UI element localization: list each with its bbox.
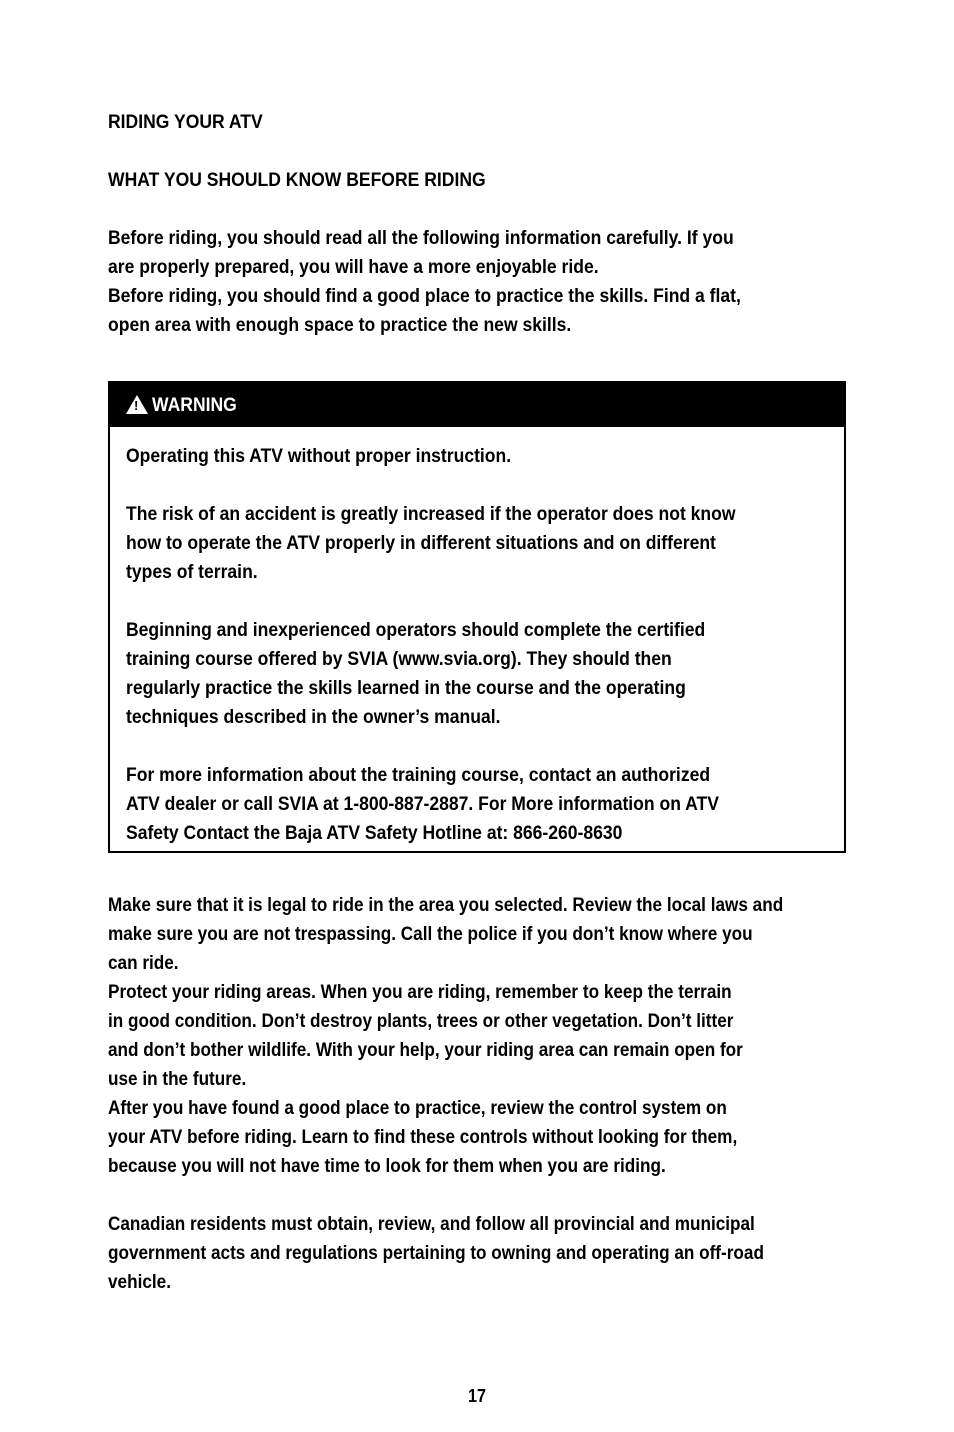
text-line: The risk of an accident is greatly increased if the operator does not know xyxy=(126,503,736,525)
canada-paragraph xyxy=(108,1210,848,1297)
text-line: For more information about the training course, contact an authorized xyxy=(126,764,711,786)
page-title: RIDING YOUR ATV xyxy=(108,111,263,133)
text-line: training course offered by SVIA (www.svia.org). They should then xyxy=(126,648,672,670)
text-line: techniques described in the owner’s manual. xyxy=(126,706,501,728)
intro-section xyxy=(108,108,848,340)
text-line: open area with enough space to practice the new skills. xyxy=(108,314,572,336)
text-line: in good condition. Don’t destroy plants, trees or other vegetation. Don’t litter xyxy=(108,1010,734,1032)
text-line: Make sure that it is legal to ride in the area you selected. Review the local laws and xyxy=(108,894,784,916)
text-line: types of terrain. xyxy=(126,561,258,583)
text-line: After you have found a good place to practice, review the control system on xyxy=(108,1097,727,1119)
warning-body xyxy=(110,427,844,848)
warning-box xyxy=(108,381,846,853)
text-line: Protect your riding areas. When you are riding, remember to keep the terrain xyxy=(108,981,732,1003)
section-subtitle: WHAT YOU SHOULD KNOW BEFORE RIDING xyxy=(108,169,486,191)
text-line: are properly prepared, you will have a more enjoyable ride. xyxy=(108,256,599,278)
text-line: your ATV before riding. Learn to find these controls without looking for them, xyxy=(108,1126,738,1148)
text-line: vehicle. xyxy=(108,1271,171,1293)
text-line: use in the future. xyxy=(108,1068,247,1090)
page-number: 17 xyxy=(467,1386,487,1406)
warning-triangle-icon xyxy=(126,395,148,414)
text-line: regularly practice the skills learned in the course and the operating xyxy=(126,677,686,699)
text-line: Before riding, you should find a good place to practice the skills. Find a flat, xyxy=(108,285,741,307)
riding-area-section xyxy=(108,891,848,1297)
text-line: because you will not have time to look for them when you are riding. xyxy=(108,1155,666,1177)
intro-paragraph xyxy=(108,224,848,340)
warning-paragraph xyxy=(126,442,828,471)
text-line: and don’t bother wildlife. With your help, your riding area can remain open for xyxy=(108,1039,743,1061)
text-line: make sure you are not trespassing. Call the police if you don’t know where you xyxy=(108,923,753,945)
warning-paragraph xyxy=(126,616,828,732)
warning-header xyxy=(110,383,844,427)
text-line: Canadian residents must obtain, review, and follow all provincial and municipal xyxy=(108,1213,755,1235)
text-line: ATV dealer or call SVIA at 1-800-887-2887. For More information on ATV xyxy=(126,793,719,815)
text-line: Before riding, you should read all the following information carefully. If you xyxy=(108,227,734,249)
warning-paragraph xyxy=(126,761,828,848)
text-line: can ride. xyxy=(108,952,179,974)
text-line: Operating this ATV without proper instruction. xyxy=(126,445,512,467)
body-paragraph xyxy=(108,891,848,1181)
warning-label: WARNING xyxy=(152,393,237,416)
warning-paragraph xyxy=(126,500,828,587)
text-line: how to operate the ATV properly in different situations and on different xyxy=(126,532,716,554)
text-line: government acts and regulations pertaining to owning and operating an off-road xyxy=(108,1242,764,1264)
text-line: Beginning and inexperienced operators should complete the certified xyxy=(126,619,706,641)
text-line: Safety Contact the Baja ATV Safety Hotline at: 866-260-8630 xyxy=(126,822,623,844)
